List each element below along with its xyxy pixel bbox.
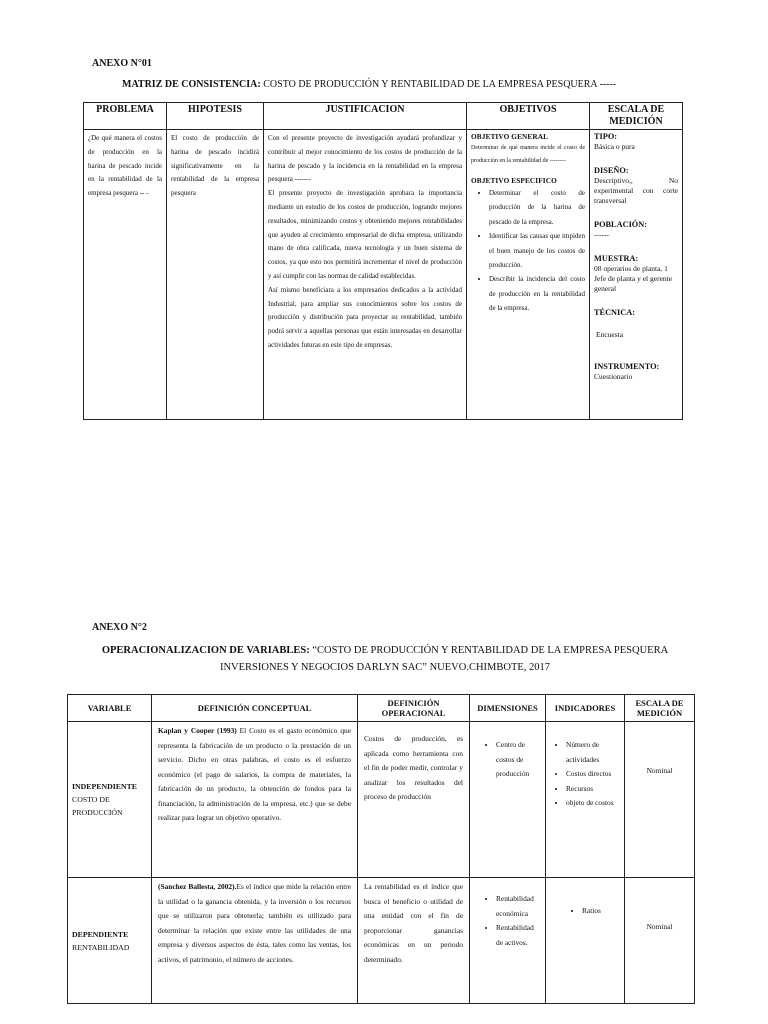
escala-cell: Nominal [625,878,695,1004]
objetivos-especificos-list [471,186,585,316]
escala-cell: Nominal [625,722,695,878]
header-justificacion: JUSTIFICACION [264,103,467,130]
header-dimensiones: DIMENSIONES [470,695,546,722]
cell-objetivos [467,130,590,420]
header-escala-medicion: ESCALA DE MEDICIÓN [625,695,695,722]
header-definicion-conceptual: DEFINICIÓN CONCEPTUAL [152,695,358,722]
header-objetivos: OBJETIVOS [467,103,590,130]
header-hipotesis: HIPOTESIS [167,103,264,130]
list-item: • Número de actividades [566,738,618,767]
justificacion-paragraph-3: Así mismo beneficiara a los empresarios dedicados a la actividad Industrial, para ampliar sus conocimientos sobre los costos de producción y distribución para proyectar su rentabilidad, también podrá servir a aquellas personas que están interesadas en desarrollar actividades futuras en este tipo de empresas. [268,285,462,349]
tipo-value: Básica o pura [594,142,635,151]
poblacion-value: ------ [594,230,609,239]
variable-type: INDEPENDIENTE [72,782,137,791]
table-row [68,722,695,878]
concept-text: El Costo es el gasto económico que representa la fabricación de un producto o la prestación de un servicio. Dicho en otras palabras, el costo es el esfuerzo económico (el pago de salarios, la compra de materiales, la fabricación de un producto, la obtención de fondos para la financiación, la administración de la empresa, etc.) que se debe realizar para lograr un objetivo operativo. [158,726,352,822]
diseno-label: DISEÑO: [594,166,629,175]
poblacion-label: POBLACIÓN: [594,220,648,229]
list-item: • Recursos [566,782,618,797]
cell-escala [590,130,683,420]
variables-table [67,694,695,1004]
instrumento-value: Cuestionario [594,372,633,381]
definicion-conceptual-cell [152,722,358,878]
definicion-operacional-cell: La rentabilidad es el índice que busca el beneficio o utilidad de una entidad con el fin de proporcionar ganancias económicas en un periodo determinado. [358,878,470,1004]
diseno-value: Descriptivo,, No experimental con corte transversal [594,176,678,205]
header-definicion-operacional: DEFINICIÓN OPERACIONAL [358,695,470,722]
dimensiones-cell [470,878,546,1004]
list-item: • objeto de costos [566,796,618,811]
header-indicadores: INDICADORES [546,695,625,722]
dimensiones-cell [470,722,546,878]
author-citation: (Sanchez Ballesta, 2002). [158,882,237,891]
anexo2-title [70,642,700,676]
header-escala: ESCALA DE MEDICIÓN [590,103,683,130]
anexo2-label: ANEXO N°2 [92,622,147,633]
muestra-value: 08 operarios de planta, 1 Jefe de planta y el gerente general [594,264,673,293]
instrumento-label: INSTRUMENTO: [594,362,660,371]
variable-name: COSTO DE PRODUCCIÓN [72,795,123,817]
tipo-label: TIPO: [594,132,618,141]
definicion-conceptual-cell [152,878,358,1004]
author-citation: Kaplan y Cooper (1993) [158,726,237,735]
anexo1-title-bold: MATRIZ DE CONSISTENCIA: [122,79,261,90]
anexo1-label: ANEXO N°01 [92,58,152,69]
list-item: • Determinar el costo de producción de la harina de pescado de la empresa. [489,186,585,229]
list-item: • Rentabilidad de activos. [496,921,539,950]
anexo2-title-city: NUEVO.CHIMBOTE, 2017 [426,662,551,673]
anexo2-title-quote: “COSTO DE PRODUCCIÓN Y RENTABILIDAD DE LA EMPRESA PESQUERA [309,645,669,656]
list-item: • Describir la incidencia del costo de producción en la rentabilidad de la empresa. [489,272,585,315]
tecnica-value: Encuesta [596,330,624,339]
concept-text: Es el índice que mide la relación entre la utilidad o la ganancia obtenida, y la inversión o los recursos que se utilizaron para obtenerla; también es utilizado para determinar la relación que existe entre las utilidades de una empresa y diversos aspectos de ésta, tales como las ventas, los activos, el patrimonio, el número de acciones. [158,882,351,964]
anexo2-title-line2: INVERSIONES Y NEGOCIOS DARLYN SAC” [219,662,427,673]
indicadores-cell [546,722,625,878]
table-row [68,878,695,1004]
variable-cell [68,878,152,1004]
header-variable: VARIABLE [68,695,152,722]
objetivo-especifico-label: OBJETIVO ESPECIFICO [471,176,557,185]
tecnica-label: TÉCNICA: [594,308,636,317]
anexo1-title [122,79,722,90]
list-item: • Centro de costos de producción [496,738,539,782]
anexo2-title-bold: OPERACIONALIZACION DE VARIABLES: [101,645,310,656]
justificacion-paragraph-2: El presente proyecto de investigación aprobara la importancia mediante un estudio de los costos de producción, logrando mejores resultados, minimizando costos y obteniendo mejores rentabilidades que ayuden al crecimiento empresarial de dicha empresa, utilizando mano de obra calificada, nueva tecnología y un buen sistema de costos, ya que esto nos permitirá incrementar el nivel de producción y así cumplir con las normas de calidad establecidas. [268,189,462,280]
list-item: • Costos directos [566,767,618,782]
cell-problema: ¿De qué manera el costos de producción en la harina de pescado incide en la rentabilidad de la empresa pesquera -- - [84,130,167,420]
list-item: • Ratios [582,904,618,919]
variable-name: RENTABILIDAD [72,942,130,952]
list-item: • Identificar las causas que impiden el buen manejo de los costos de producción. [489,229,585,272]
variable-type: DEPENDIENTE [72,929,129,939]
objetivo-general-label: OBJETIVO GENERAL [471,132,549,141]
variable-cell [68,722,152,878]
list-item: • Rentabilidad económica [496,892,539,921]
objetivo-general-text: Determinar de qué manera incide el costo de producción en la rentabilidad de -------- [471,145,585,164]
muestra-label: MUESTRA: [594,254,639,263]
cell-hipotesis: El costo de producción de harina de pescado incidirá significativamente en la rentabilidad de la empresa pesquera [167,130,264,420]
cell-justificacion [264,130,467,420]
header-problema: PROBLEMA [84,103,167,130]
definicion-operacional-cell: Costos de producción, es aplicada como herramienta con el fin de poder medir, controlar y analizar los resultados del proceso de producción [358,722,470,878]
indicadores-cell [546,878,625,1004]
consistency-matrix-table [83,102,683,420]
anexo1-title-rest: COSTO DE PRODUCCIÓN Y RENTABILIDAD DE LA EMPRESA PESQUERA ----- [260,79,617,90]
justificacion-paragraph-1: Con el presente proyecto de investigación ayudará profundizar y contribuir al mejor conocimiento de los costos de producción de la harina de pescado y la incidencia en la rentabilidad en la empresa pesquera ------- [268,134,462,184]
